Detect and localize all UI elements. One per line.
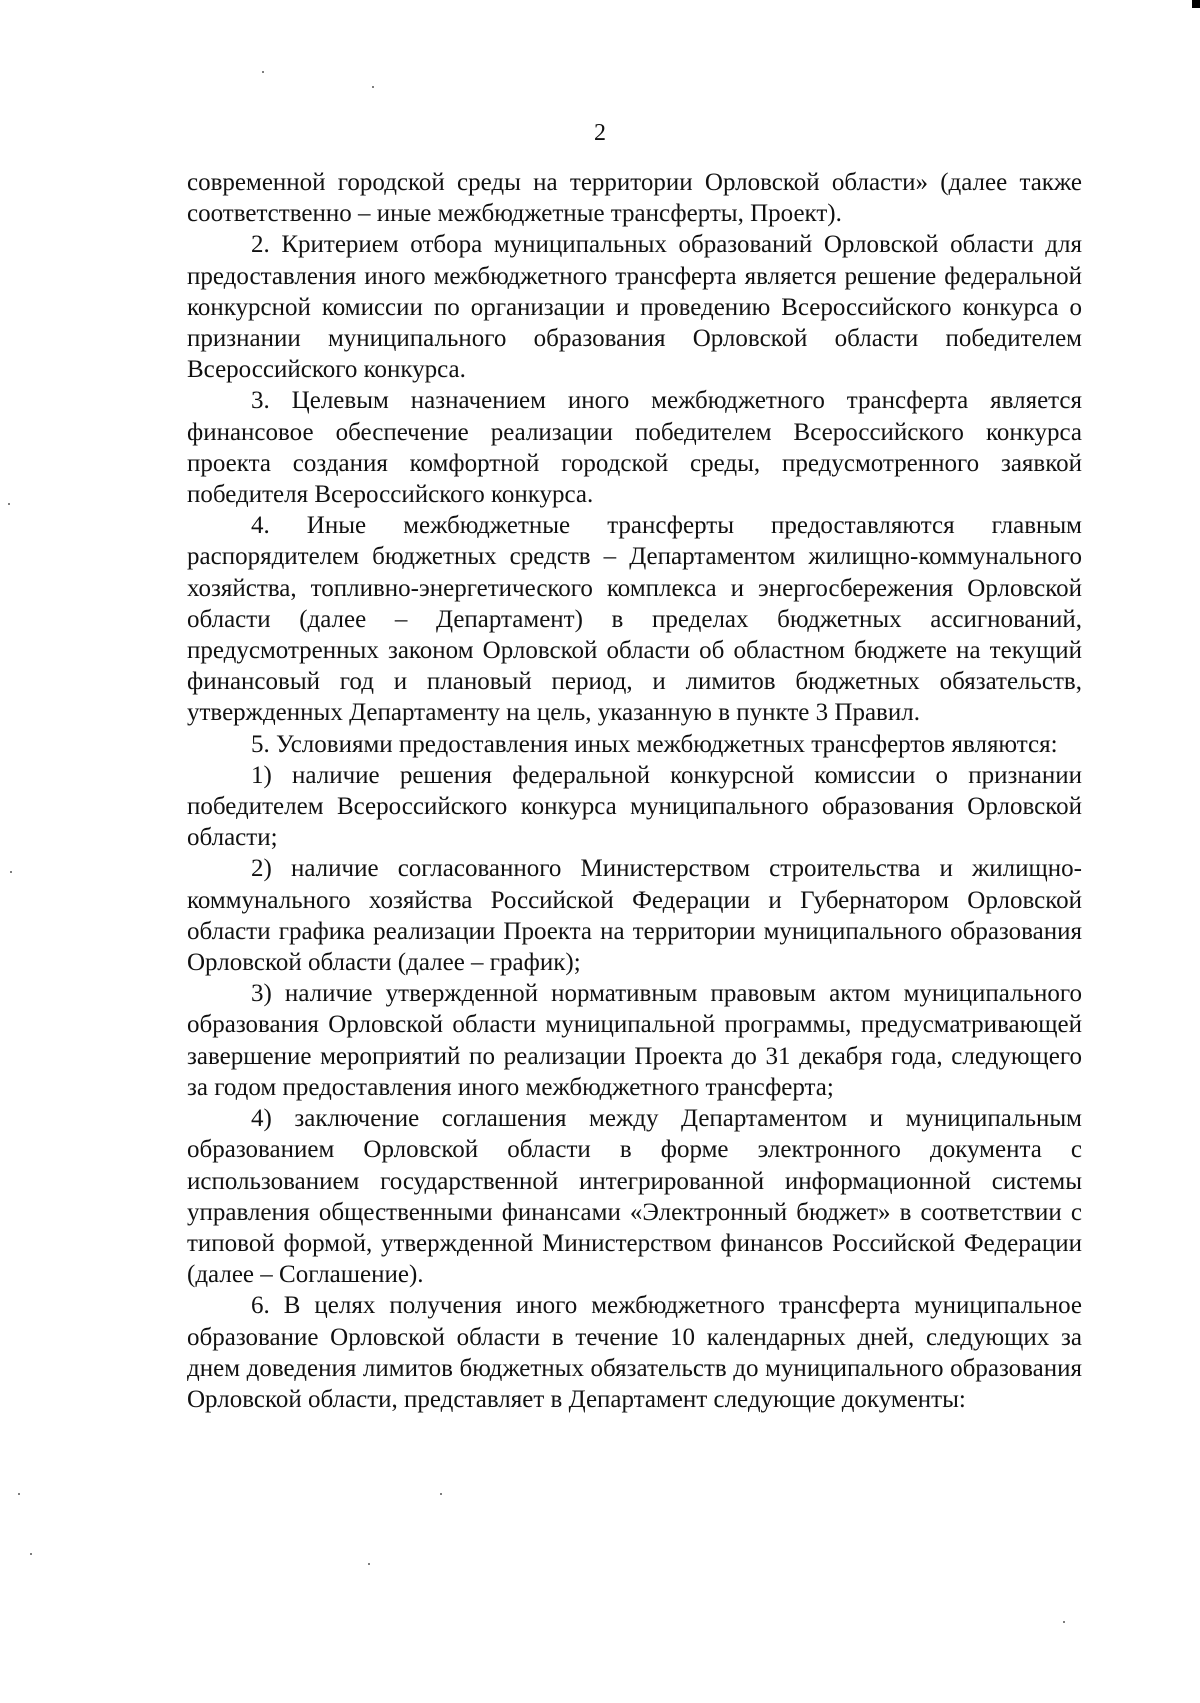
paragraph-item-6: 6. В целях получения иного межбюджетного трансферта муниципальное образование Орловской области в течение 10 календарных дней, следующих за днем доведения лимитов бюджетных обязательств до муниципального образования Орловской области, представляет в Департамент следующие документы: <box>187 1292 1082 1413</box>
page-number: 2 <box>594 120 606 146</box>
scan-speck <box>1063 1621 1065 1623</box>
document-body <box>187 167 1082 1415</box>
paragraph-item-4: 4. Иные межбюджетные трансферты предоставляются главным распорядителем бюджетных средств – Департаментом жилищно-коммунального хозяйства, топливно-энергетического комплекса и энергосбережения Орловской области (далее – Департамент) в пределах бюджетных ассигнований, предусмотренных законом Орловской области об областном бюджете на текущий финансовый год и плановый период, и лимитов бюджетных обязательств, утвержденных Департаменту на цель, указанную в пункте 3 Правил. <box>187 512 1082 727</box>
paragraph-continuation: современной городской среды на территории Орловской области» (далее также соответственно – иные межбюджетные трансферты, Проект). <box>187 169 1082 228</box>
scan-speck <box>30 1553 32 1555</box>
subitem-5-4: 4) заключение соглашения между Департаментом и муниципальным образованием Орловской области в форме электронного документа с использованием государственной интегрированной информационной системы управления общественными финансами «Электронный бюджет» в соответствии с типовой формой, утвержденной Министерством финансов Российской Федерации (далее – Соглашение). <box>187 1105 1082 1289</box>
subitem-5-3: 3) наличие утвержденной нормативным правовым актом муниципального образования Орловской области муниципальной программы, предусматривающей завершение мероприятий по реализации Проекта до 31 декабря года, следующего за годом предоставления иного межбюджетного трансферта; <box>187 980 1082 1101</box>
scan-corner-mark <box>1192 0 1200 8</box>
scan-speck <box>18 1493 20 1495</box>
paragraph-item-5: 5. Условиями предоставления иных межбюджетных трансфертов являются: <box>251 730 1058 758</box>
paragraph-item-3: 3. Целевым назначением иного межбюджетного трансферта является финансовое обеспечение реализации победителем Всероссийского конкурса проекта создания комфортной городской среды, предусмотренного заявкой победителя Всероссийского конкурса. <box>187 387 1082 509</box>
scan-speck <box>10 871 12 873</box>
subitem-5-2: 2) наличие согласованного Министерством строительства и жилищно-коммунального хозяйства Российской Федерации и Губернатором Орловской области графика реализации Проекта на территории муниципального образования Орловской области (далее – график); <box>187 855 1082 977</box>
scan-speck <box>8 503 10 505</box>
paragraph-item-2: 2. Критерием отбора муниципальных образований Орловской области для предоставления иного межбюджетного трансферта является решение федеральной конкурсной комиссии по организации и проведению Всероссийского конкурса о признании муниципального образования Орловской области победителем Всероссийского конкурса. <box>187 231 1082 384</box>
scan-speck <box>372 86 374 88</box>
subitem-5-1: 1) наличие решения федеральной конкурсной комиссии о признании победителем Всероссийского конкурса муниципального образования Орловской области; <box>187 761 1082 852</box>
scan-speck <box>440 1493 442 1495</box>
scan-speck <box>368 1563 370 1565</box>
scan-speck <box>262 71 264 73</box>
